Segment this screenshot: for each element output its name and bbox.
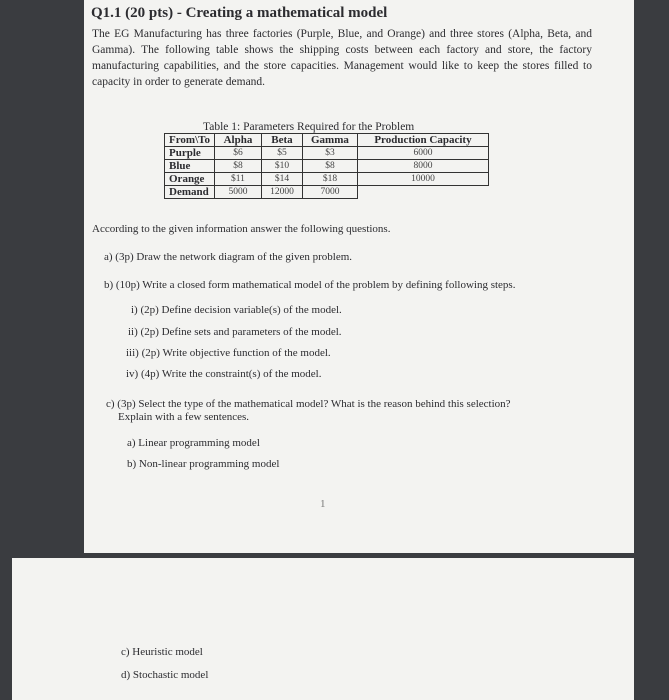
table-cell: $10 — [261, 160, 302, 173]
page-number: 1 — [320, 498, 326, 510]
question-title: Q1.1 (20 pts) - Creating a mathematical model — [91, 5, 388, 21]
table-header-cell: From\To — [165, 134, 215, 147]
question-intro: The EG Manufacturing has three factories (Purple, Blue, and Orange) and three stores (Alpha, Beta, and Gamma). The following table shows the shipping costs between each factory and store, the factory manufacturing capabilities, and the store capacities. Management would like to keep the stores filled to capacity in order to generate demand. — [92, 28, 592, 88]
document-page-2 — [12, 558, 634, 700]
table-cell: $18 — [302, 173, 357, 186]
table-header-cell: Alpha — [214, 134, 261, 147]
instructions-text: According to the given information answer the following questions. — [92, 223, 391, 235]
table-row-label: Orange — [165, 173, 215, 186]
table-cell: 6000 — [357, 147, 488, 160]
table-cell: $5 — [261, 147, 302, 160]
table-cell: $8 — [302, 160, 357, 173]
table-row — [165, 147, 489, 160]
table-cell: 8000 — [357, 160, 488, 173]
part-b-ii: ii) (2p) Define sets and parameters of the model. — [128, 326, 342, 338]
table-cell: 10000 — [357, 173, 488, 186]
table-cell: 7000 — [302, 186, 357, 199]
part-b: b) (10p) Write a closed form mathematical model of the problem by defining following steps. — [104, 279, 516, 291]
table-row-label: Purple — [165, 147, 215, 160]
table-cell: $6 — [214, 147, 261, 160]
option-stochastic: d) Stochastic model — [121, 669, 209, 681]
table-header-row — [165, 134, 489, 147]
table-caption: Table 1: Parameters Required for the Problem — [203, 121, 415, 133]
option-heuristic: c) Heuristic model — [121, 646, 203, 658]
part-a: a) (3p) Draw the network diagram of the given problem. — [104, 251, 353, 263]
table-header-cell: Production Capacity — [357, 134, 488, 147]
part-b-i: i) (2p) Define decision variable(s) of the model. — [131, 304, 342, 316]
table-cell: 12000 — [261, 186, 302, 199]
table-cell: $11 — [214, 173, 261, 186]
table-row — [165, 173, 489, 186]
option-linear: a) Linear programming model — [127, 437, 260, 449]
table-cell: $8 — [214, 160, 261, 173]
part-b-iii: iii) (2p) Write objective function of the model. — [126, 347, 331, 359]
table-header-cell: Gamma — [302, 134, 357, 147]
table-cell: $3 — [302, 147, 357, 160]
table-row-label: Blue — [165, 160, 215, 173]
table-cell: 5000 — [214, 186, 261, 199]
table-row — [165, 160, 489, 173]
part-b-iv: iv) (4p) Write the constraint(s) of the model. — [126, 368, 322, 380]
table-cell-empty — [357, 186, 488, 199]
table-row — [165, 186, 489, 199]
option-nonlinear: b) Non-linear programming model — [127, 458, 280, 470]
parameters-table — [164, 133, 489, 199]
table-header-cell: Beta — [261, 134, 302, 147]
part-c-question: c) (3p) Select the type of the mathematical model? What is the reason behind this selection? — [106, 398, 511, 410]
table-row-label: Demand — [165, 186, 215, 199]
table-cell: $14 — [261, 173, 302, 186]
part-c-explain: Explain with a few sentences. — [118, 411, 250, 423]
